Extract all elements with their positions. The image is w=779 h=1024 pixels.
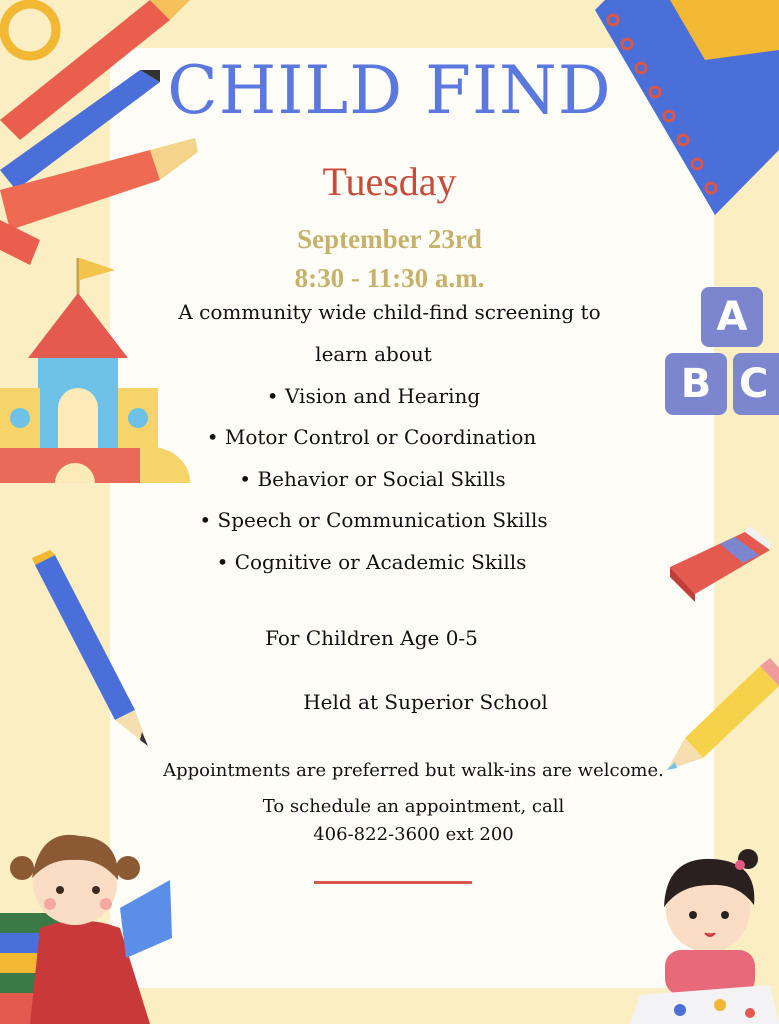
topic-item: • Speech or Communication Skills — [199, 508, 548, 532]
block-c: C — [733, 353, 779, 415]
scissors-handle-icon — [4, 4, 56, 56]
age-range: For Children Age 0-5 — [265, 626, 478, 650]
schedule-instructions: To schedule an appointment, call — [262, 796, 565, 817]
book-icon — [120, 880, 172, 958]
topic-item: • Motor Control or Coordination — [206, 425, 537, 449]
topic-item: • Vision and Hearing — [266, 384, 481, 408]
flyer-title: CHILD FIND — [167, 52, 612, 129]
intro-line-1: A community wide child-find screening to — [178, 300, 601, 324]
event-date: September 23rd — [297, 224, 482, 254]
phone-number[interactable]: 406-822-3600 ext 200 — [313, 824, 514, 845]
divider-line — [314, 881, 472, 884]
blue-pencil-illustration — [30, 550, 155, 750]
block-b: B — [665, 353, 727, 415]
child-drawing-illustration — [620, 845, 779, 1024]
event-location: Held at Superior School — [303, 690, 548, 714]
block-a: A — [701, 287, 763, 347]
event-time: 8:30 - 11:30 a.m. — [294, 263, 485, 293]
child-reading-illustration — [0, 818, 180, 1024]
topic-item: • Behavior or Social Skills — [239, 467, 506, 491]
event-day: Tuesday — [322, 159, 457, 204]
appointments-note: Appointments are preferred but walk-ins are welcome. — [163, 760, 664, 781]
intro-line-2: learn about — [315, 342, 432, 366]
topic-item: • Cognitive or Academic Skills — [216, 550, 527, 574]
